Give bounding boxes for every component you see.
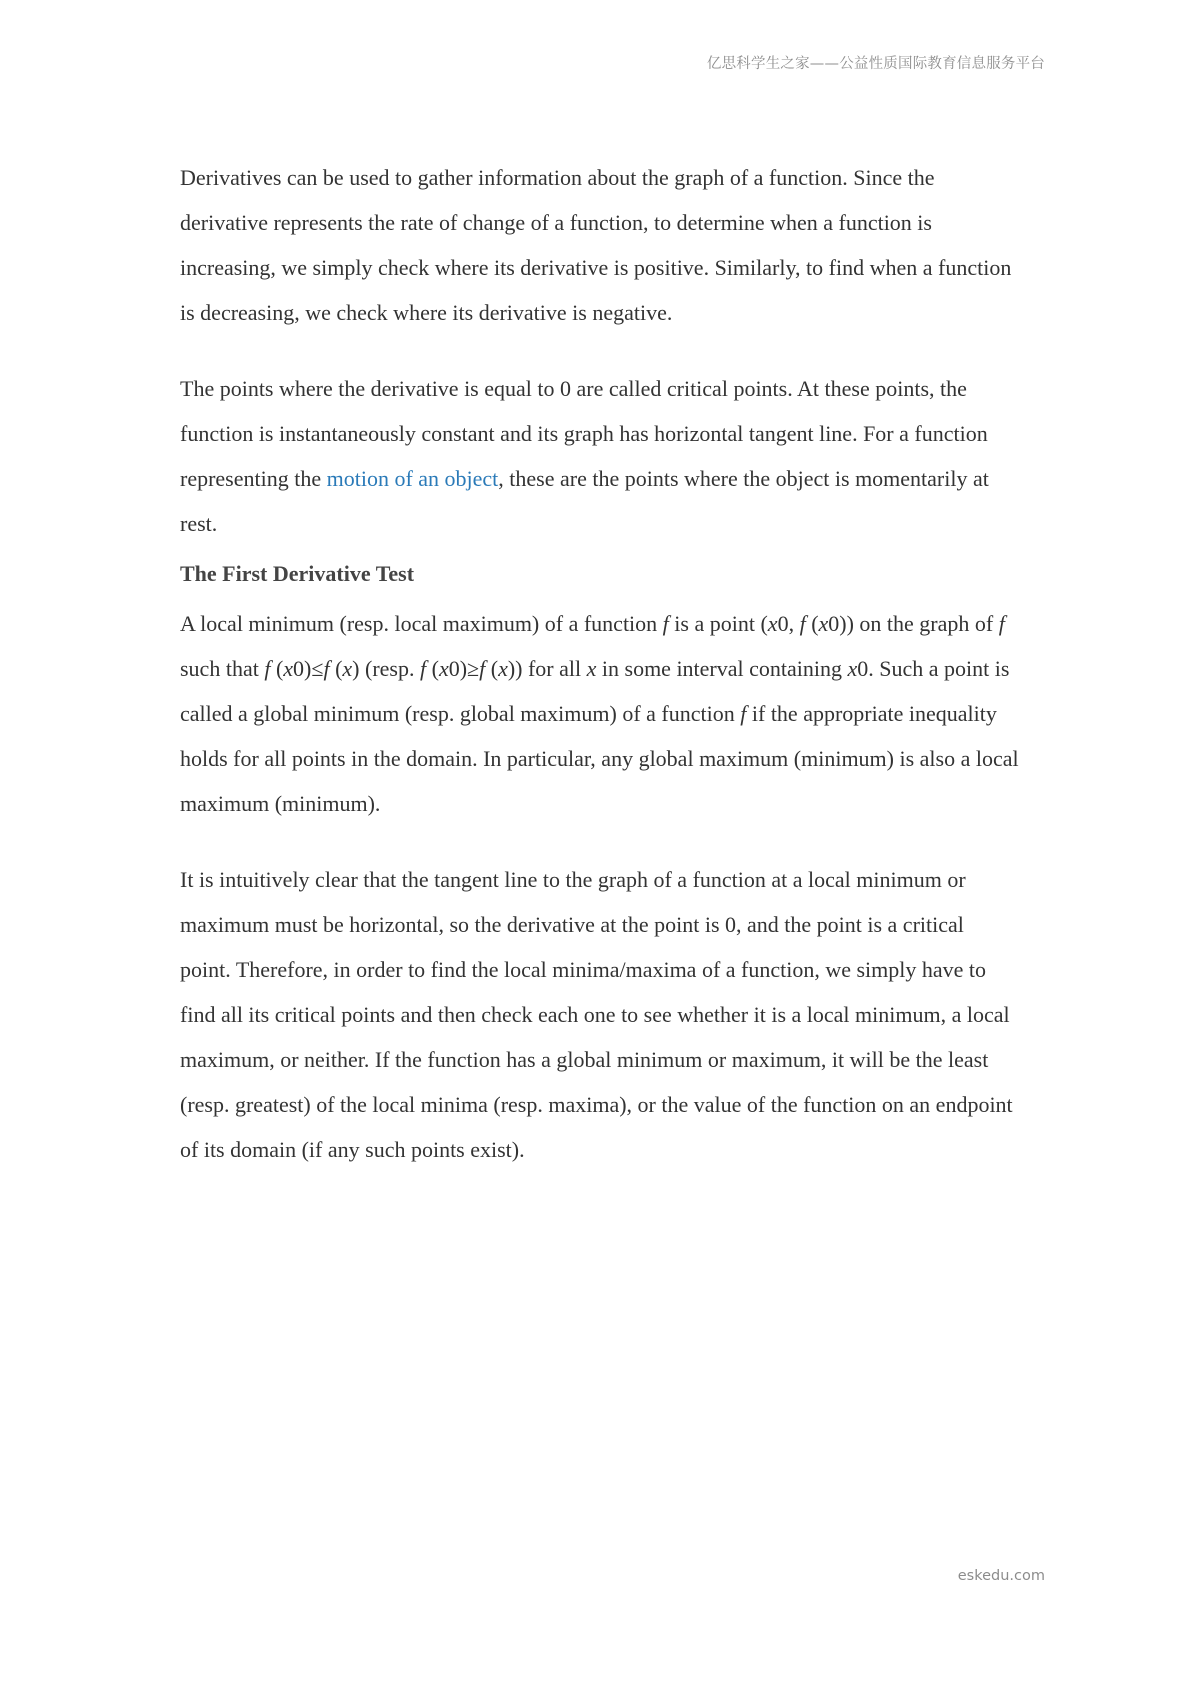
text: if the appropriate inequality holds for all points in the domain. In particular, any global maximum (minimum) is also a local maximum (minimum). (180, 701, 1019, 816)
math-f: f (998, 611, 1005, 636)
text: ( (426, 656, 439, 681)
page-footer (958, 1568, 1045, 1584)
math-f: f (740, 701, 747, 726)
paragraph-finding-extrema: It is intuitively clear that the tangent line to the graph of a function at a local minimum or maximum must be horizontal, so the derivative at the point is 0, and the point is a critical point. Therefore, in order to find the local minima/maxima of a function, we simply have to find all its critical points and then check each one to see whether it is a local minimum, a local maximum, or neither. If the function has a global minimum or maximum, it will be the least (resp. greatest) of the local minima (resp. maxima), or the value of the function on an endpoint of its domain (if any such points exist). (180, 867, 1013, 1162)
math-x: x (342, 656, 353, 681)
math-f: f (264, 656, 271, 681)
paragraph-text: , these are the points where the object is momentarily at rest. (180, 466, 989, 536)
math-x: x (847, 656, 858, 681)
text: 0, (777, 611, 800, 636)
math-f: f (662, 611, 669, 636)
math-f: f (479, 656, 486, 681)
text: ( (270, 656, 284, 681)
text: ( (485, 656, 499, 681)
section-heading-first-derivative-test: The First Derivative Test (180, 561, 415, 586)
math-x: x (283, 656, 294, 681)
math-x: x (498, 656, 508, 681)
header-site-title: 亿思科学生之家——公益性质国际教育信息服务平台 (706, 56, 1045, 72)
text: )) for all (507, 656, 587, 681)
math-x: x (767, 611, 778, 636)
footer-site-url: eskedu.com (957, 1568, 1045, 1584)
math-f: f (799, 611, 806, 636)
math-f: f (323, 656, 330, 681)
paragraph-text: The points where the derivative is equal to 0 are called critical points. At these points, the function is instantaneously constant and its graph has horizontal tangent line. For a function representing the (180, 376, 988, 491)
paragraph-derivatives-intro: Derivatives can be used to gather information about the graph of a function. Since the derivative represents the rate of change of a function, to determine when a function is increasing, we simply check where its derivative is positive. Similarly, to find when a function is decreasing, we check where its derivative is negative. (180, 165, 1012, 325)
text: in some interval containing (596, 656, 848, 681)
text: ( (805, 611, 819, 636)
paragraph-critical-points (180, 366, 1020, 546)
page-header (707, 52, 1045, 73)
text: 0. Such a point is called a global minimum (resp. global maximum) of a function (180, 656, 1010, 726)
text: ( (329, 656, 343, 681)
math-f: f (419, 656, 427, 681)
text: is a point ( (668, 611, 768, 636)
motion-of-an-object-link[interactable]: motion of an object (326, 466, 499, 491)
text: A local minimum (resp. local maximum) of a function (180, 611, 663, 636)
text: 0)) on the graph of (828, 611, 999, 636)
math-x: x (818, 611, 829, 636)
math-x: x (438, 656, 449, 681)
article-content (180, 155, 1020, 1172)
math-x: x (586, 656, 597, 681)
text: 0)≤ (293, 656, 324, 681)
text: such that (180, 656, 265, 681)
text: 0)≥ (448, 656, 480, 681)
text: ) (resp. (352, 656, 420, 681)
paragraph-local-extrema-definition (180, 601, 1020, 826)
